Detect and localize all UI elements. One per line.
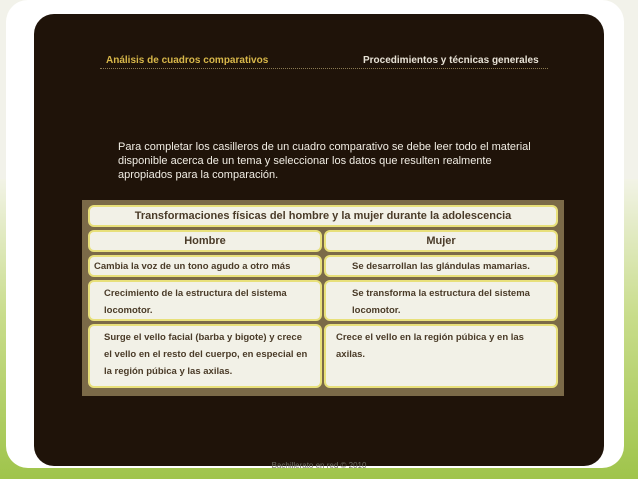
section-title: Análisis de cuadros comparativos xyxy=(106,55,269,66)
table-cell-mujer-2: Se transforma la estructura del sistema locomotor. xyxy=(324,280,558,321)
column-header-hombre: Hombre xyxy=(88,230,322,252)
table-cell-hombre-3: Surge el vello facial (barba y bigote) y crece el vello en el resto del cuerpo, en especial en la región púbica y las axilas. xyxy=(88,324,322,388)
column-header-mujer: Mujer xyxy=(324,230,558,252)
chapter-title: Procedimientos y técnicas generales xyxy=(363,55,539,66)
table-title: Transformaciones físicas del hombre y la mujer durante la adolescencia xyxy=(88,205,558,227)
intro-paragraph: Para completar los casilleros de un cuadro comparativo se debe leer todo el material disponible acerca de un tema y seleccionar los datos que resulten realmente apropiados para la comparación. xyxy=(118,141,531,181)
table-cell-mujer-3: Crece el vello en la región púbica y en las axilas. xyxy=(324,324,558,388)
table-cell-hombre-2: Crecimiento de la estructura del sistema locomotor. xyxy=(88,280,322,321)
footer-copyright: Bachillerato en red © 2010 xyxy=(271,461,367,470)
comparison-table xyxy=(82,200,564,396)
header-divider xyxy=(100,68,548,69)
table-cell-hombre-1: Cambia la voz de un tono agudo a otro más xyxy=(88,255,322,277)
table-cell-mujer-1: Se desarrollan las glándulas mamarias. xyxy=(324,255,558,277)
